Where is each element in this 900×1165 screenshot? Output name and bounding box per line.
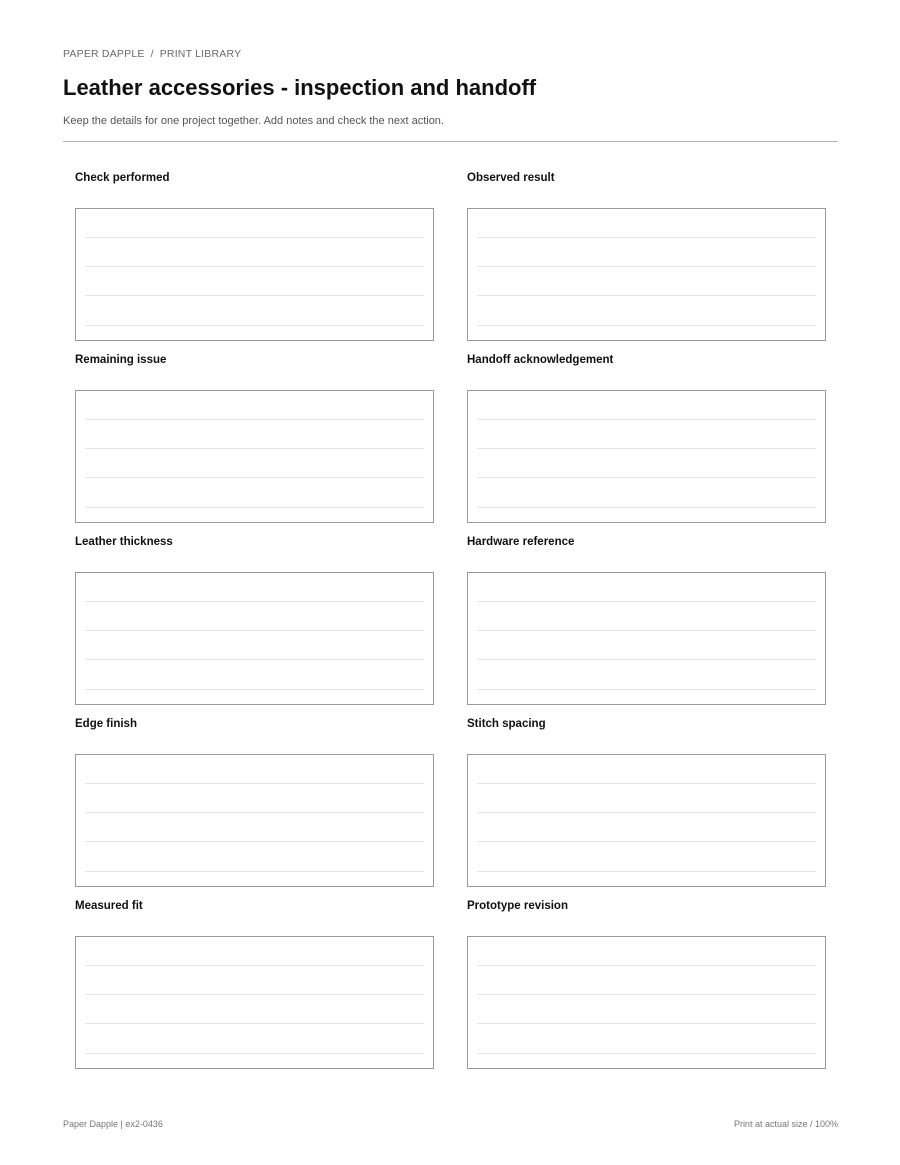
footer-document-id: Paper Dapple | ex2-0436	[63, 1119, 163, 1129]
notes-box[interactable]	[467, 390, 826, 523]
field-label: Prototype revision	[467, 900, 568, 912]
writing-line	[85, 601, 424, 602]
writing-line	[85, 871, 424, 872]
field-check-performed	[75, 172, 434, 354]
field-remaining-issue	[75, 354, 434, 536]
writing-line	[477, 237, 816, 238]
writing-line	[85, 448, 424, 449]
writing-line	[477, 266, 816, 267]
writing-line	[85, 965, 424, 966]
writing-line	[477, 841, 816, 842]
writing-line	[85, 783, 424, 784]
field-label: Leather thickness	[75, 536, 173, 548]
writing-line	[477, 689, 816, 690]
header-divider	[63, 141, 838, 142]
field-label: Remaining issue	[75, 354, 167, 366]
notes-box[interactable]	[467, 936, 826, 1069]
field-label: Check performed	[75, 172, 170, 184]
writing-line	[85, 419, 424, 420]
writing-line	[85, 841, 424, 842]
writing-line	[477, 965, 816, 966]
field-label: Hardware reference	[467, 536, 575, 548]
writing-line	[85, 659, 424, 660]
writing-line	[477, 871, 816, 872]
writing-line	[85, 477, 424, 478]
writing-line	[85, 630, 424, 631]
field-stitch-spacing	[467, 718, 826, 900]
writing-line	[85, 237, 424, 238]
footer-print-note: Print at actual size / 100%	[733, 1119, 838, 1129]
field-leather-thickness	[75, 536, 434, 718]
writing-line	[477, 448, 816, 449]
writing-line	[477, 1023, 816, 1024]
field-edge-finish	[75, 718, 434, 900]
notes-box[interactable]	[75, 754, 434, 887]
breadcrumb-section: PRINT LIBRARY	[159, 48, 242, 60]
field-label: Edge finish	[75, 718, 137, 730]
field-label: Observed result	[467, 172, 555, 184]
notes-box[interactable]	[467, 572, 826, 705]
page-title: Leather accessories - inspection and handoff	[63, 75, 537, 100]
field-observed-result	[467, 172, 826, 354]
notes-box[interactable]	[75, 572, 434, 705]
field-label: Stitch spacing	[467, 718, 546, 730]
writing-line	[85, 507, 424, 508]
writing-line	[477, 507, 816, 508]
field-prototype-revision	[467, 900, 826, 1082]
writing-line	[477, 601, 816, 602]
writing-line	[477, 812, 816, 813]
writing-line	[85, 812, 424, 813]
writing-line	[477, 325, 816, 326]
field-hardware-reference	[467, 536, 826, 718]
writing-line	[477, 419, 816, 420]
notes-box[interactable]	[75, 390, 434, 523]
field-handoff-acknowledgement	[467, 354, 826, 536]
page-subtitle: Keep the details for one project together. Add notes and check the next action.	[63, 115, 444, 127]
field-measured-fit	[75, 900, 434, 1082]
writing-line	[477, 783, 816, 784]
writing-line	[85, 266, 424, 267]
writing-line	[85, 1053, 424, 1054]
notes-box[interactable]	[467, 208, 826, 341]
notes-box[interactable]	[75, 936, 434, 1069]
writing-line	[477, 295, 816, 296]
breadcrumb-separator: /	[150, 48, 154, 60]
writing-line	[477, 659, 816, 660]
breadcrumb	[63, 48, 241, 60]
writing-line	[477, 994, 816, 995]
writing-line	[85, 295, 424, 296]
writing-line	[85, 689, 424, 690]
writing-line	[477, 477, 816, 478]
writing-line	[85, 1023, 424, 1024]
notes-box[interactable]	[75, 208, 434, 341]
field-label: Handoff acknowledgement	[467, 354, 614, 366]
notes-box[interactable]	[467, 754, 826, 887]
writing-line	[477, 630, 816, 631]
writing-line	[85, 325, 424, 326]
breadcrumb-brand: PAPER DAPPLE	[63, 48, 145, 60]
writing-line	[477, 1053, 816, 1054]
field-grid	[75, 172, 826, 1082]
field-label: Measured fit	[75, 900, 143, 912]
writing-line	[85, 994, 424, 995]
